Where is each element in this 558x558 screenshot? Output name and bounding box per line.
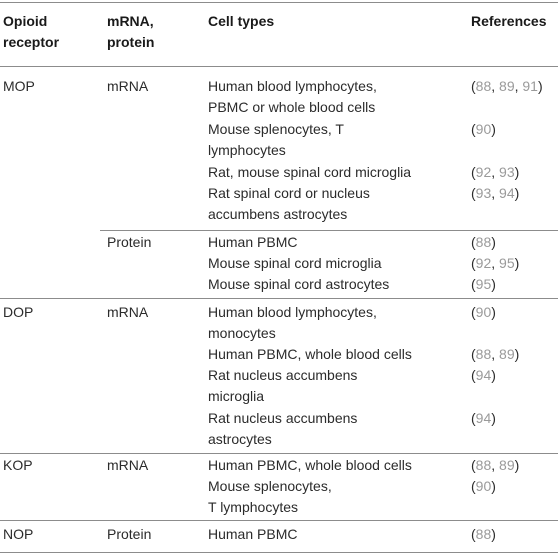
cell-types-entry: Rat nucleus accumbens astrocytes [208, 410, 358, 447]
cell-types-entry: Human blood lymphocytes, monocytes [208, 304, 377, 341]
cell-types-entry: Mouse splenocytes, T lymphocytes [208, 121, 344, 158]
ref-link[interactable]: 88 [475, 457, 492, 473]
subgroup-rule [100, 230, 558, 231]
references-entry: (90) [471, 478, 496, 494]
ref-link[interactable]: 94 [475, 410, 492, 426]
ref-link[interactable]: 92 [475, 255, 492, 271]
ref-link[interactable]: 95 [499, 255, 515, 271]
references-entry: (95) [471, 276, 496, 292]
cell-types-entry: Rat spinal cord or nucleus accumbens astrocytes [208, 185, 370, 222]
header-opioid-receptor: Opioid receptor [3, 13, 60, 50]
references-entry: (94) [471, 367, 496, 383]
ref-link[interactable]: 88 [475, 526, 492, 542]
header-bottom-rule [0, 66, 558, 67]
ref-link[interactable]: 88 [475, 346, 492, 362]
cell-types-entry: Human PBMC [208, 234, 298, 250]
ref-link[interactable]: 90 [475, 304, 492, 320]
references-entry: (88) [471, 526, 496, 542]
group-rule [0, 298, 558, 299]
references-entry: (90) [471, 304, 496, 320]
cell-types-entry: Rat, mouse spinal cord microglia [208, 164, 412, 180]
ref-link[interactable]: 88 [475, 234, 492, 250]
header-references: References [471, 13, 547, 29]
ref-link[interactable]: 95 [475, 276, 492, 292]
ref-link[interactable]: 93 [475, 185, 492, 201]
receptor-mop: MOP [3, 78, 35, 94]
references-entry: (88, 89, 91) [471, 78, 543, 94]
expression-type: mRNA [107, 304, 149, 320]
ref-link[interactable]: 94 [475, 367, 492, 383]
cell-types-entry: Mouse spinal cord microglia [208, 255, 382, 271]
cell-types-entry: Rat nucleus accumbens microglia [208, 367, 358, 404]
ref-link[interactable]: 90 [475, 478, 492, 494]
ref-link[interactable]: 89 [499, 78, 515, 94]
cell-types-entry: Human PBMC, whole blood cells [208, 457, 412, 473]
references-entry: (92, 93) [471, 164, 520, 180]
receptor-kop: KOP [3, 457, 33, 473]
references-entry: (88) [471, 234, 496, 250]
cell-types-entry: Mouse splenocytes, T lymphocytes [208, 478, 332, 515]
expression-type: Protein [107, 234, 152, 250]
group-rule [0, 520, 558, 521]
ref-link[interactable]: 90 [475, 121, 492, 137]
references-entry: (88, 89) [471, 457, 520, 473]
expression-type: mRNA [107, 78, 149, 94]
ref-link[interactable]: 91 [522, 78, 538, 94]
ref-link[interactable]: 94 [499, 185, 515, 201]
references-entry: (88, 89) [471, 346, 520, 362]
references-entry: (92, 95) [471, 255, 520, 271]
receptor-dop: DOP [3, 304, 34, 320]
header-cell-types: Cell types [208, 13, 275, 29]
ref-link[interactable]: 88 [475, 78, 492, 94]
ref-link[interactable]: 92 [475, 164, 492, 180]
table-bottom-rule [0, 552, 558, 553]
expression-type: Protein [107, 526, 152, 542]
references-entry: (94) [471, 410, 496, 426]
receptor-nop: NOP [3, 526, 34, 542]
cell-types-entry: Mouse spinal cord astrocytes [208, 276, 390, 292]
expression-type: mRNA [107, 457, 149, 473]
references-entry: (90) [471, 121, 496, 137]
ref-link[interactable]: 89 [499, 346, 515, 362]
cell-types-entry: Human PBMC [208, 526, 298, 542]
cell-types-entry: Human PBMC, whole blood cells [208, 346, 412, 362]
cell-types-entry: Human blood lymphocytes, PBMC or whole blood cells [208, 78, 377, 115]
header-mrna-protein: mRNA, protein [107, 13, 155, 50]
ref-link[interactable]: 89 [499, 457, 515, 473]
group-rule [0, 453, 558, 454]
table-top-rule [0, 2, 558, 3]
references-entry: (93, 94) [471, 185, 520, 201]
ref-link[interactable]: 93 [499, 164, 515, 180]
